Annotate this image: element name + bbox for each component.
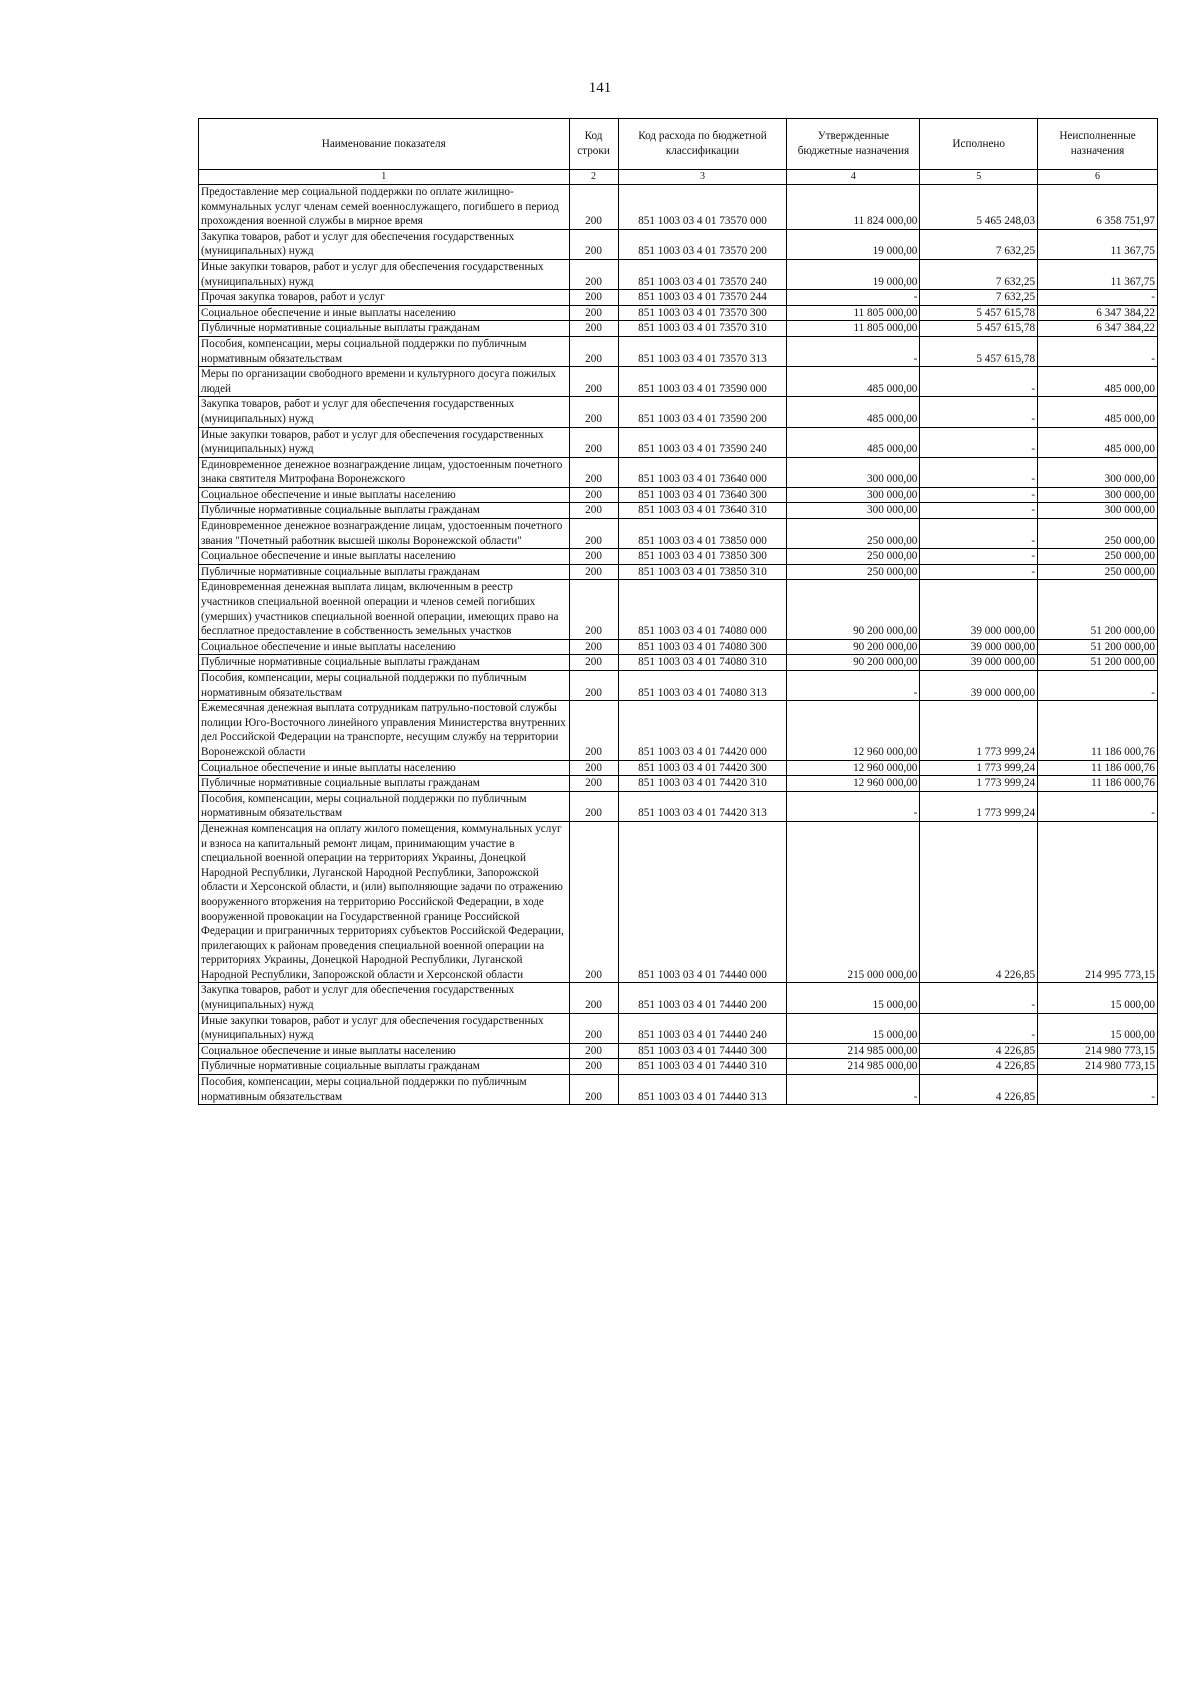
table-row [199, 1043, 1158, 1059]
row-line-code-cell: 200 [569, 821, 618, 983]
row-name-cell: Пособия, компенсации, меры социальной поддержки по публичным нормативным обязательствам [199, 791, 570, 821]
table-row [199, 457, 1158, 487]
table-row [199, 397, 1158, 427]
row-line-code-cell: 200 [569, 305, 618, 321]
column-number: 4 [787, 170, 920, 185]
row-line-code-cell: 200 [569, 185, 618, 230]
row-name-cell: Социальное обеспечение и иные выплаты населению [199, 1043, 570, 1059]
row-unexecuted-cell: 214 980 773,15 [1038, 1059, 1158, 1075]
row-budget-code-cell: 851 1003 03 4 01 73850 000 [618, 519, 787, 549]
row-budget-code-cell: 851 1003 03 4 01 73850 300 [618, 549, 787, 565]
row-approved-cell: 15 000,00 [787, 983, 920, 1013]
table-row [199, 1059, 1158, 1075]
row-line-code-cell: 200 [569, 321, 618, 337]
row-budget-code-cell: 851 1003 03 4 01 74420 000 [618, 701, 787, 760]
row-budget-code-cell: 851 1003 03 4 01 74420 310 [618, 776, 787, 792]
row-name-cell: Предоставление мер социальной поддержки по оплате жилищно-коммунальных услуг членам семей военнослужащего, погибшего в период прохождения военной службы в мирное время [199, 185, 570, 230]
row-executed-cell: 39 000 000,00 [920, 639, 1038, 655]
row-unexecuted-cell: - [1038, 671, 1158, 701]
row-executed-cell: 4 226,85 [920, 1059, 1038, 1075]
page-number: 141 [588, 80, 612, 96]
row-executed-cell: - [920, 564, 1038, 580]
row-budget-code-cell: 851 1003 03 4 01 73570 313 [618, 336, 787, 366]
row-line-code-cell: 200 [569, 655, 618, 671]
row-name-cell: Социальное обеспечение и иные выплаты населению [199, 305, 570, 321]
row-budget-code-cell: 851 1003 03 4 01 73590 200 [618, 397, 787, 427]
row-executed-cell: 7 632,25 [920, 290, 1038, 306]
row-line-code-cell: 200 [569, 336, 618, 366]
row-executed-cell: - [920, 983, 1038, 1013]
row-name-cell: Закупка товаров, работ и услуг для обеспечения государственных (муниципальных) нужд [199, 397, 570, 427]
row-line-code-cell: 200 [569, 1075, 618, 1105]
row-executed-cell: 1 773 999,24 [920, 791, 1038, 821]
row-unexecuted-cell: 485 000,00 [1038, 427, 1158, 457]
row-executed-cell: 4 226,85 [920, 821, 1038, 983]
row-approved-cell: 215 000 000,00 [787, 821, 920, 983]
row-executed-cell: - [920, 503, 1038, 519]
table-row [199, 776, 1158, 792]
row-unexecuted-cell: 250 000,00 [1038, 549, 1158, 565]
row-approved-cell: 90 200 000,00 [787, 639, 920, 655]
row-approved-cell: - [787, 791, 920, 821]
row-name-cell: Иные закупки товаров, работ и услуг для обеспечения государственных (муниципальных) нужд [199, 259, 570, 289]
row-line-code-cell: 200 [569, 259, 618, 289]
row-executed-cell: 5 457 615,78 [920, 321, 1038, 337]
row-name-cell: Социальное обеспечение и иные выплаты населению [199, 487, 570, 503]
row-line-code-cell: 200 [569, 671, 618, 701]
table-row [199, 487, 1158, 503]
column-number: 3 [618, 170, 787, 185]
row-approved-cell: 11 805 000,00 [787, 305, 920, 321]
row-budget-code-cell: 851 1003 03 4 01 74440 313 [618, 1075, 787, 1105]
table-body [199, 185, 1158, 1105]
row-name-cell: Единовременная денежная выплата лицам, включенным в реестр участников специальной военной операции и членов семей погибших (умерших) участников специальной военной операции, имеющих право на бесплатное предоставление в собственность земельных участков [199, 580, 570, 639]
row-unexecuted-cell: 214 980 773,15 [1038, 1043, 1158, 1059]
row-budget-code-cell: 851 1003 03 4 01 73590 240 [618, 427, 787, 457]
row-executed-cell: 1 773 999,24 [920, 701, 1038, 760]
row-unexecuted-cell: 214 995 773,15 [1038, 821, 1158, 983]
row-unexecuted-cell: - [1038, 1075, 1158, 1105]
row-line-code-cell: 200 [569, 290, 618, 306]
row-unexecuted-cell: 6 347 384,22 [1038, 321, 1158, 337]
table-row [199, 290, 1158, 306]
row-executed-cell: 1 773 999,24 [920, 776, 1038, 792]
row-approved-cell: 12 960 000,00 [787, 760, 920, 776]
row-line-code-cell: 200 [569, 791, 618, 821]
row-approved-cell: 12 960 000,00 [787, 776, 920, 792]
table-row [199, 1013, 1158, 1043]
row-budget-code-cell: 851 1003 03 4 01 74080 300 [618, 639, 787, 655]
row-budget-code-cell: 851 1003 03 4 01 73640 310 [618, 503, 787, 519]
row-approved-cell: 214 985 000,00 [787, 1043, 920, 1059]
row-unexecuted-cell: 15 000,00 [1038, 983, 1158, 1013]
table-row [199, 336, 1158, 366]
row-name-cell: Ежемесячная денежная выплата сотрудникам патрульно-постовой службы полиции Юго-Восточного линейного управления Министерства внутренних дел Российской Федерации на транспорте, несущим службу на территории Воронежской области [199, 701, 570, 760]
row-unexecuted-cell: 51 200 000,00 [1038, 639, 1158, 655]
row-budget-code-cell: 851 1003 03 4 01 74080 313 [618, 671, 787, 701]
table-row [199, 367, 1158, 397]
row-executed-cell: - [920, 367, 1038, 397]
row-unexecuted-cell: 6 347 384,22 [1038, 305, 1158, 321]
row-line-code-cell: 200 [569, 1043, 618, 1059]
row-approved-cell: 250 000,00 [787, 549, 920, 565]
row-budget-code-cell: 851 1003 03 4 01 74420 300 [618, 760, 787, 776]
header-budget-code: Код расхода по бюджетной классификации [618, 119, 787, 170]
row-executed-cell: 5 465 248,03 [920, 185, 1038, 230]
row-unexecuted-cell: 11 367,75 [1038, 229, 1158, 259]
row-executed-cell: - [920, 549, 1038, 565]
table-row [199, 564, 1158, 580]
row-name-cell: Закупка товаров, работ и услуг для обеспечения государственных (муниципальных) нужд [199, 983, 570, 1013]
row-unexecuted-cell: 11 367,75 [1038, 259, 1158, 289]
row-unexecuted-cell: - [1038, 290, 1158, 306]
row-name-cell: Пособия, компенсации, меры социальной поддержки по публичным нормативным обязательствам [199, 336, 570, 366]
row-name-cell: Иные закупки товаров, работ и услуг для обеспечения государственных (муниципальных) нужд [199, 1013, 570, 1043]
row-line-code-cell: 200 [569, 519, 618, 549]
row-approved-cell: 485 000,00 [787, 367, 920, 397]
row-unexecuted-cell: 11 186 000,76 [1038, 760, 1158, 776]
row-unexecuted-cell: - [1038, 336, 1158, 366]
row-approved-cell: 19 000,00 [787, 229, 920, 259]
row-line-code-cell: 200 [569, 580, 618, 639]
row-approved-cell: 19 000,00 [787, 259, 920, 289]
row-line-code-cell: 200 [569, 1013, 618, 1043]
table-row [199, 305, 1158, 321]
row-budget-code-cell: 851 1003 03 4 01 73570 240 [618, 259, 787, 289]
row-unexecuted-cell: 300 000,00 [1038, 457, 1158, 487]
table-row [199, 791, 1158, 821]
row-budget-code-cell: 851 1003 03 4 01 73590 000 [618, 367, 787, 397]
row-executed-cell: 4 226,85 [920, 1043, 1038, 1059]
header-line-code: Код строки [569, 119, 618, 170]
row-executed-cell: 39 000 000,00 [920, 580, 1038, 639]
table-row [199, 519, 1158, 549]
row-approved-cell: 250 000,00 [787, 564, 920, 580]
row-executed-cell: - [920, 457, 1038, 487]
row-unexecuted-cell: 6 358 751,97 [1038, 185, 1158, 230]
header-indicator-name: Наименование показателя [199, 119, 570, 170]
row-line-code-cell: 200 [569, 760, 618, 776]
row-name-cell: Публичные нормативные социальные выплаты гражданам [199, 1059, 570, 1075]
table-row [199, 671, 1158, 701]
row-executed-cell: 4 226,85 [920, 1075, 1038, 1105]
row-name-cell: Публичные нормативные социальные выплаты гражданам [199, 503, 570, 519]
row-executed-cell: - [920, 427, 1038, 457]
table-row [199, 427, 1158, 457]
row-line-code-cell: 200 [569, 983, 618, 1013]
row-approved-cell: 15 000,00 [787, 1013, 920, 1043]
row-unexecuted-cell: 51 200 000,00 [1038, 655, 1158, 671]
row-name-cell: Пособия, компенсации, меры социальной поддержки по публичным нормативным обязательствам [199, 1075, 570, 1105]
row-approved-cell: 11 805 000,00 [787, 321, 920, 337]
column-number-row [199, 170, 1158, 185]
table-row [199, 229, 1158, 259]
row-name-cell: Социальное обеспечение и иные выплаты населению [199, 549, 570, 565]
row-approved-cell: - [787, 336, 920, 366]
table-row [199, 655, 1158, 671]
row-unexecuted-cell: 250 000,00 [1038, 519, 1158, 549]
row-approved-cell: 250 000,00 [787, 519, 920, 549]
row-name-cell: Публичные нормативные социальные выплаты гражданам [199, 321, 570, 337]
row-name-cell: Единовременное денежное вознаграждение лицам, удостоенным почетного знака святителя Митрофана Воронежского [199, 457, 570, 487]
row-unexecuted-cell: 485 000,00 [1038, 397, 1158, 427]
row-budget-code-cell: 851 1003 03 4 01 74440 200 [618, 983, 787, 1013]
table-row [199, 701, 1158, 760]
header-approved: Утвержденные бюджетные назначения [787, 119, 920, 170]
row-executed-cell: 5 457 615,78 [920, 305, 1038, 321]
column-number: 2 [569, 170, 618, 185]
row-approved-cell: 12 960 000,00 [787, 701, 920, 760]
row-unexecuted-cell: - [1038, 791, 1158, 821]
row-name-cell: Меры по организации свободного времени и культурного досуга пожилых людей [199, 367, 570, 397]
row-approved-cell: 485 000,00 [787, 427, 920, 457]
row-budget-code-cell: 851 1003 03 4 01 73570 300 [618, 305, 787, 321]
row-budget-code-cell: 851 1003 03 4 01 74440 000 [618, 821, 787, 983]
row-approved-cell: 90 200 000,00 [787, 655, 920, 671]
row-name-cell: Публичные нормативные социальные выплаты гражданам [199, 564, 570, 580]
row-executed-cell: - [920, 397, 1038, 427]
row-approved-cell: 90 200 000,00 [787, 580, 920, 639]
row-line-code-cell: 200 [569, 457, 618, 487]
row-budget-code-cell: 851 1003 03 4 01 74440 310 [618, 1059, 787, 1075]
row-name-cell: Денежная компенсация на оплату жилого помещения, коммунальных услуг и взноса на капитальный ремонт лицам, принимающим участие в специальной военной операции на территориях Украины, Донецкой Народной Республики, Луганской Народной Республики, Запорожской области и Херсонской области, и (или) выполняющие задачи по отражению вооруженного вторжения на территорию Российской Федерации, в ходе вооруженной провокации на Государственной границе Российской Федерации и приграничных территориях субъектов Российской Федерации, прилегающих к районам проведения специальной военной операции на территориях Украины, Донецкой Народной Республики, Луганской Народной Республики, Запорожской области и Херсонской области [199, 821, 570, 983]
row-budget-code-cell: 851 1003 03 4 01 74080 310 [618, 655, 787, 671]
row-approved-cell: 214 985 000,00 [787, 1059, 920, 1075]
table-row [199, 760, 1158, 776]
row-budget-code-cell: 851 1003 03 4 01 73570 244 [618, 290, 787, 306]
row-executed-cell: 5 457 615,78 [920, 336, 1038, 366]
table-row [199, 321, 1158, 337]
row-budget-code-cell: 851 1003 03 4 01 74420 313 [618, 791, 787, 821]
row-budget-code-cell: 851 1003 03 4 01 73850 310 [618, 564, 787, 580]
row-name-cell: Закупка товаров, работ и услуг для обеспечения государственных (муниципальных) нужд [199, 229, 570, 259]
row-approved-cell: - [787, 290, 920, 306]
row-executed-cell: 7 632,25 [920, 259, 1038, 289]
row-executed-cell: - [920, 487, 1038, 503]
row-executed-cell: 7 632,25 [920, 229, 1038, 259]
row-executed-cell: 39 000 000,00 [920, 655, 1038, 671]
row-approved-cell: 300 000,00 [787, 487, 920, 503]
row-approved-cell: 300 000,00 [787, 503, 920, 519]
table-header-row [199, 119, 1158, 170]
row-line-code-cell: 200 [569, 503, 618, 519]
column-number: 1 [199, 170, 570, 185]
row-name-cell: Прочая закупка товаров, работ и услуг [199, 290, 570, 306]
row-budget-code-cell: 851 1003 03 4 01 73570 200 [618, 229, 787, 259]
table-row [199, 983, 1158, 1013]
row-budget-code-cell: 851 1003 03 4 01 73570 310 [618, 321, 787, 337]
row-line-code-cell: 200 [569, 487, 618, 503]
table-row [199, 503, 1158, 519]
column-number: 5 [920, 170, 1038, 185]
row-budget-code-cell: 851 1003 03 4 01 73640 000 [618, 457, 787, 487]
row-name-cell: Социальное обеспечение и иные выплаты населению [199, 760, 570, 776]
row-line-code-cell: 200 [569, 427, 618, 457]
row-approved-cell: 11 824 000,00 [787, 185, 920, 230]
row-approved-cell: - [787, 671, 920, 701]
table-row [199, 259, 1158, 289]
row-executed-cell: 39 000 000,00 [920, 671, 1038, 701]
table-row [199, 549, 1158, 565]
table-row [199, 580, 1158, 639]
row-approved-cell: - [787, 1075, 920, 1105]
row-line-code-cell: 200 [569, 549, 618, 565]
row-line-code-cell: 200 [569, 367, 618, 397]
table-row [199, 821, 1158, 983]
row-unexecuted-cell: 11 186 000,76 [1038, 776, 1158, 792]
row-unexecuted-cell: 11 186 000,76 [1038, 701, 1158, 760]
row-name-cell: Иные закупки товаров, работ и услуг для обеспечения государственных (муниципальных) нужд [199, 427, 570, 457]
row-unexecuted-cell: 485 000,00 [1038, 367, 1158, 397]
row-unexecuted-cell: 51 200 000,00 [1038, 580, 1158, 639]
row-approved-cell: 300 000,00 [787, 457, 920, 487]
row-line-code-cell: 200 [569, 229, 618, 259]
row-executed-cell: - [920, 519, 1038, 549]
row-budget-code-cell: 851 1003 03 4 01 73570 000 [618, 185, 787, 230]
row-name-cell: Публичные нормативные социальные выплаты гражданам [199, 776, 570, 792]
row-line-code-cell: 200 [569, 639, 618, 655]
column-number: 6 [1038, 170, 1158, 185]
row-executed-cell: - [920, 1013, 1038, 1043]
row-line-code-cell: 200 [569, 397, 618, 427]
row-budget-code-cell: 851 1003 03 4 01 74080 000 [618, 580, 787, 639]
table-row [199, 185, 1158, 230]
row-name-cell: Социальное обеспечение и иные выплаты населению [199, 639, 570, 655]
row-unexecuted-cell: 300 000,00 [1038, 487, 1158, 503]
row-budget-code-cell: 851 1003 03 4 01 74440 240 [618, 1013, 787, 1043]
row-name-cell: Пособия, компенсации, меры социальной поддержки по публичным нормативным обязательствам [199, 671, 570, 701]
row-unexecuted-cell: 15 000,00 [1038, 1013, 1158, 1043]
table-row [199, 639, 1158, 655]
row-name-cell: Публичные нормативные социальные выплаты гражданам [199, 655, 570, 671]
row-line-code-cell: 200 [569, 701, 618, 760]
header-executed: Исполнено [920, 119, 1038, 170]
row-budget-code-cell: 851 1003 03 4 01 74440 300 [618, 1043, 787, 1059]
row-name-cell: Единовременное денежное вознаграждение лицам, удостоенным почетного звания "Почетный работник высшей школы Воронежской области" [199, 519, 570, 549]
row-budget-code-cell: 851 1003 03 4 01 73640 300 [618, 487, 787, 503]
row-unexecuted-cell: 300 000,00 [1038, 503, 1158, 519]
row-approved-cell: 485 000,00 [787, 397, 920, 427]
budget-table [198, 118, 1158, 1105]
row-line-code-cell: 200 [569, 776, 618, 792]
row-line-code-cell: 200 [569, 564, 618, 580]
row-executed-cell: 1 773 999,24 [920, 760, 1038, 776]
header-unexecuted: Неисполненные назначения [1038, 119, 1158, 170]
row-line-code-cell: 200 [569, 1059, 618, 1075]
table-row [199, 1075, 1158, 1105]
row-unexecuted-cell: 250 000,00 [1038, 564, 1158, 580]
